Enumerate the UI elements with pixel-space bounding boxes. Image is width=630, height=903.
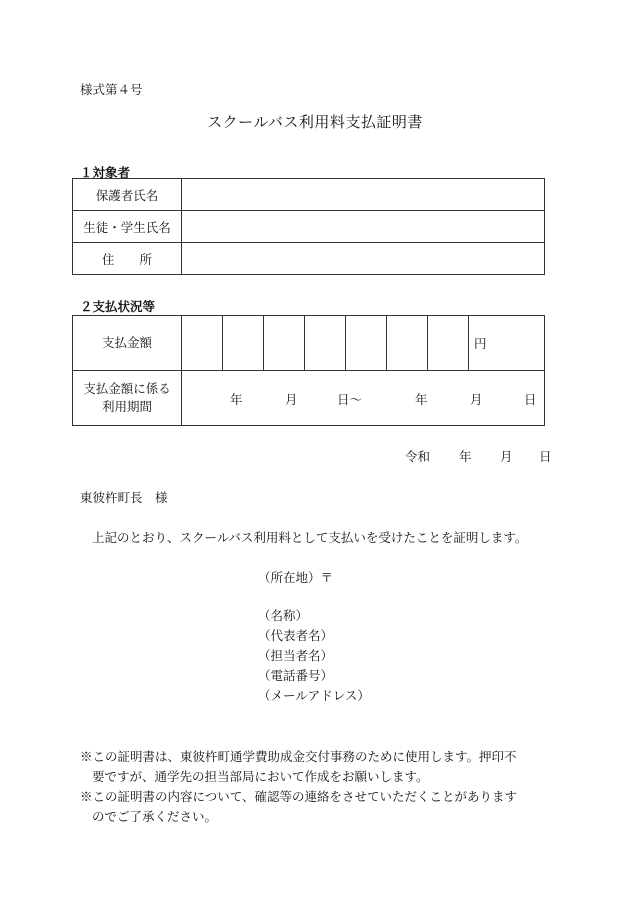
period-field[interactable] (182, 371, 545, 426)
amount-digit-cell[interactable] (182, 316, 223, 371)
amount-digit-cell[interactable] (387, 316, 428, 371)
section1-heading: １対象者 (80, 165, 131, 180)
amount-digit-cell[interactable] (223, 316, 264, 371)
period-day1: 日～ (337, 392, 363, 407)
date-day: 日 (539, 449, 552, 464)
guardian-name-label: 保護者氏名 (73, 179, 182, 211)
amount-digit-cell[interactable] (428, 316, 469, 371)
date-era: 令和 (405, 449, 431, 464)
period-month2: 月 (470, 392, 483, 407)
payment-table (72, 315, 545, 426)
issuer-name: （名称） (258, 608, 309, 623)
period-day2: 日 (524, 392, 537, 407)
amount-digit-cell[interactable] (305, 316, 346, 371)
period-year1: 年 (230, 392, 243, 407)
period-year2: 年 (415, 392, 428, 407)
address-field[interactable] (182, 243, 545, 275)
issuer-location: （所在地）〒 (258, 570, 334, 585)
note2-line2: のでご了承ください。 (92, 809, 218, 824)
addressee: 東彼杵町長 様 (80, 490, 168, 505)
note1-line2: 要ですが、通学先の担当部局において作成をお願いします。 (92, 769, 429, 784)
period-label-line2: 利用期間 (101, 399, 152, 414)
amount-digit-cell[interactable] (346, 316, 387, 371)
address-label: 住 所 (73, 243, 182, 275)
table-row (73, 371, 545, 426)
table-row (73, 211, 545, 243)
document-title: スクールバス利用料支払証明書 (207, 113, 423, 131)
date-year: 年 (459, 449, 472, 464)
period-month1: 月 (285, 392, 298, 407)
period-label-line1: 支払金額に係る (83, 381, 171, 396)
issuer-person-in-charge: （担当者名） (258, 648, 334, 663)
table-row (73, 179, 545, 211)
student-name-label: 生徒・学生氏名 (73, 211, 182, 243)
issuer-email: （メールアドレス） (258, 688, 370, 703)
issuer-phone: （電話番号） (258, 668, 334, 683)
student-name-field[interactable] (182, 211, 545, 243)
amount-digit-cell[interactable] (264, 316, 305, 371)
note1-line1: ※この証明書は、東彼杵町通学費助成金交付事務のために使用します。押印不 (80, 749, 517, 764)
amount-label: 支払金額 (73, 316, 182, 371)
guardian-name-field[interactable] (182, 179, 545, 211)
currency-cell: 円 (469, 316, 545, 371)
table-row (73, 243, 545, 275)
period-label (73, 371, 182, 426)
form-number: 様式第４号 (80, 82, 143, 97)
issuer-representative: （代表者名） (258, 628, 334, 643)
note2-line1: ※この証明書の内容について、確認等の連絡をさせていただくことがあります (80, 789, 518, 804)
recipient-table (72, 178, 545, 275)
section2-heading: ２支払状況等 (80, 299, 156, 314)
certification-statement: 上記のとおり、スクールバス利用料として支払いを受けたことを証明します。 (92, 530, 528, 545)
table-row (73, 316, 545, 371)
date-month: 月 (500, 449, 513, 464)
